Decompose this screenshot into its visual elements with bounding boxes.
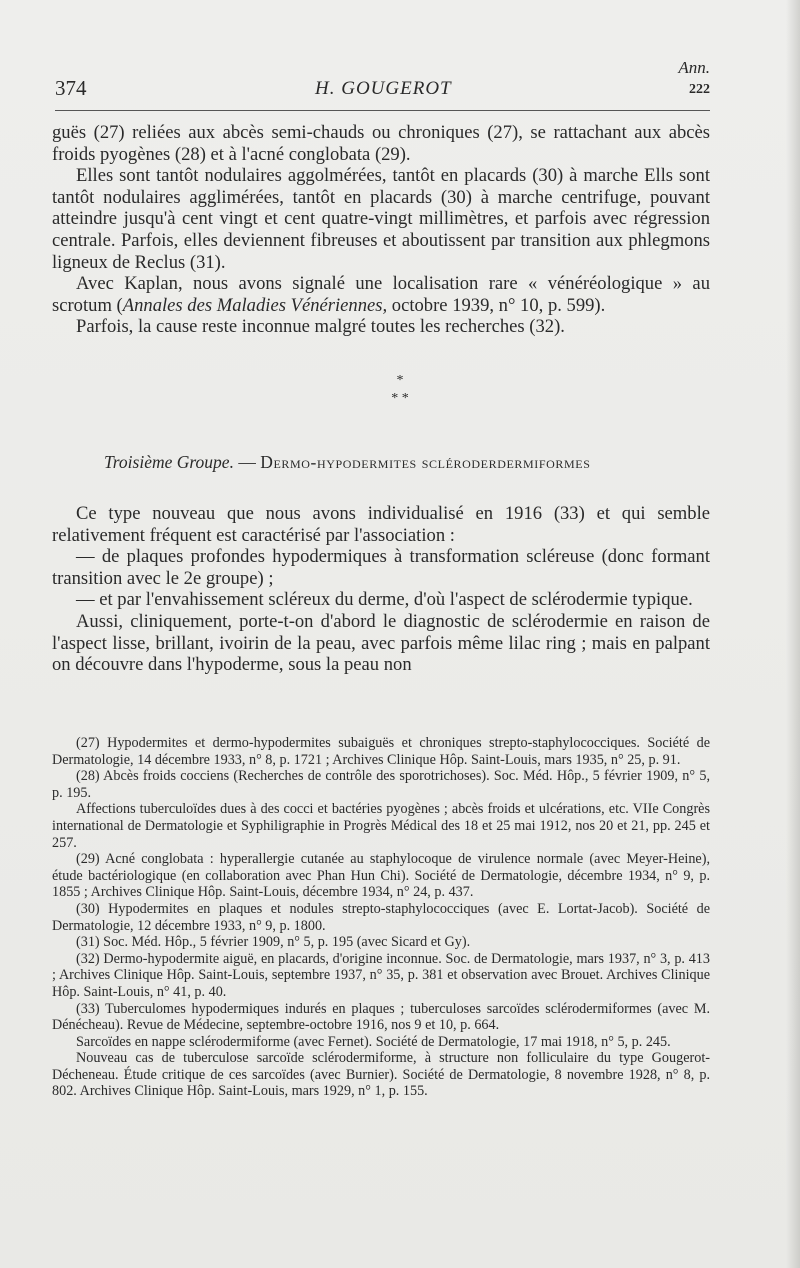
asterism-bottom: * * — [391, 391, 409, 406]
body-text-lower — [52, 503, 710, 676]
paragraph-text: octobre 1939, n° 10, p. 599). — [387, 294, 606, 316]
footnote: Affections tuberculoïdes dues à des cocci et bactéries pyogènes ; abcès froids et ulcérations, etc. VIIe Congrès international de Dermatologie et Syphiligraphie in Progrès Médical des 18 et 25 mai 1912, nos 20 et 21, pp. 245 et 257. — [52, 801, 710, 851]
paragraph: Elles sont tantôt nodulaires aggolmérées, tantôt en placards (30) à marche Ells sont tantôt nodulaires agglimérées, tantôt en placards (30) à marche centrifuge, pouvant atteindre jusqu'à cent vingt et cent quatre-vingt millimètres, et parfois avec régression centrale. Parfois, elles deviennent fibreuses et aboutissent par transition aux phlegmons ligneux de Reclus (31). — [52, 165, 710, 273]
asterism-top: * — [396, 373, 404, 388]
journal-title: Annales des Maladies Vénériennes, — [122, 294, 388, 316]
paragraph: — et par l'envahissement scléreux du derme, d'où l'aspect de sclérodermie typique. — [76, 589, 693, 611]
footnote: (27) Hypodermites et dermo-hypodermites subaiguës et chroniques strepto-staphylococciques. Société de Dermatologie, 14 décembre 1933, n° 8, p. 1721 ; Archives Clinique Hôp. Saint-Louis, mars 1935, n° 25, p. 91. — [52, 735, 710, 768]
section-heading — [104, 452, 714, 473]
paragraph — [52, 273, 710, 316]
footnote: (28) Abcès froids cocciens (Recherches de contrôle des sporotrichoses). Soc. Méd. Hôp., 5 février 1909, n° 5, p. 195. — [52, 768, 710, 801]
paragraph: Parfois, la cause reste inconnue malgré toutes les recherches (32). — [76, 316, 565, 338]
page-edge-shadow — [786, 0, 800, 1268]
footnotes — [52, 735, 710, 1100]
paragraph: — de plaques profondes hypodermiques à transformation scléreuse (donc formant transition avec le 2e groupe) ; — [52, 546, 710, 589]
annotation-label: Ann. — [678, 58, 710, 77]
section-group-label: Troisième Groupe. — [104, 452, 234, 472]
page-header — [55, 58, 710, 108]
footnote: (31) Soc. Méd. Hôp., 5 février 1909, n° 5, p. 195 (avec Sicard et Gy). — [76, 934, 471, 951]
footnote: Sarcoïdes en nappe sclérodermiforme (avec Fernet). Société de Dermatologie, 17 mai 1918, n° 5, p. 245. — [76, 1033, 671, 1050]
annotation-number: 222 — [689, 82, 710, 97]
body-text-upper — [52, 122, 710, 338]
header-rule — [55, 110, 710, 111]
paragraph-text: Avec Kaplan, nous avons signalé une localisation rare « vénéréologique » au scrotum ( — [52, 273, 710, 316]
footnote: Nouveau cas de tuberculose sarcoïde sclérodermiforme, à structure non folliculaire du type Gougerot-Décheneau. Étude critique de ces sarcoïdes (avec Burnier). Société de Dermatologie, 8 novembre 1928, n° 8, p. 802. Archives Clinique Hôp. Saint-Louis, mars 1929, n° 1, p. 155. — [52, 1050, 710, 1100]
paragraph: Aussi, cliniquement, porte-t-on d'abord le diagnostic de sclérodermie en raison de l'aspect lisse, brillant, ivoirin de la peau, avec parfois même lilac ring ; mais en palpant on découvre dans l'hypoderme, sous la peau non — [52, 610, 710, 676]
paragraph: Ce type nouveau que nous avons individualisé en 1916 (33) et qui semble relativement fréquent est caractérisé par l'association : — [52, 503, 710, 546]
footnote: (32) Dermo-hypodermite aiguë, en placards, d'origine inconnue. Soc. de Dermatologie, mars 1937, n° 3, p. 413 ; Archives Clinique Hôp. Saint-Louis, septembre 1937, n° 35, p. 381 et observation avec Brouet. Archives Clinique Hôp. Saint-Louis, n° 41, p. 40. — [52, 950, 710, 1000]
asterism-separator — [0, 372, 800, 412]
footnote: (30) Hypodermites en plaques et nodules strepto-staphylococciques (avec E. Lortat-Jacob). Société de Dermatologie, 12 décembre 1933, n° 9, p. 1800. — [52, 900, 710, 934]
footnote: (33) Tuberculomes hypodermiques indurés en plaques ; tuberculoses sarcoïdes sclérodermiformes (avec M. Dénécheau). Revue de Médecine, septembre-octobre 1916, nos 9 et 10, p. 664. — [52, 1000, 710, 1034]
section-dash: — — [233, 452, 261, 472]
section-title: Dermo-hypodermites scléroderdermiformes — [260, 452, 591, 472]
page-number: 374 — [55, 76, 87, 100]
paragraph: guës (27) reliées aux abcès semi-chauds ou chroniques (27), se rattachant aux abcès froids pyogènes (28) et à l'acné conglobata (29). — [52, 122, 710, 165]
running-title: H. GOUGEROT — [315, 78, 452, 99]
footnote: (29) Acné conglobata : hyperallergie cutanée au staphylocoque de virulence normale (avec Meyer-Heine), étude bactériologique (en collaboration avec Phan Hun Chi). Société de Dermatologie, décembre 1934, n° 9, p. 1855 ; Archives Clinique Hôp. Saint-Louis, décembre 1934, n° 24, p. 437. — [52, 851, 710, 901]
